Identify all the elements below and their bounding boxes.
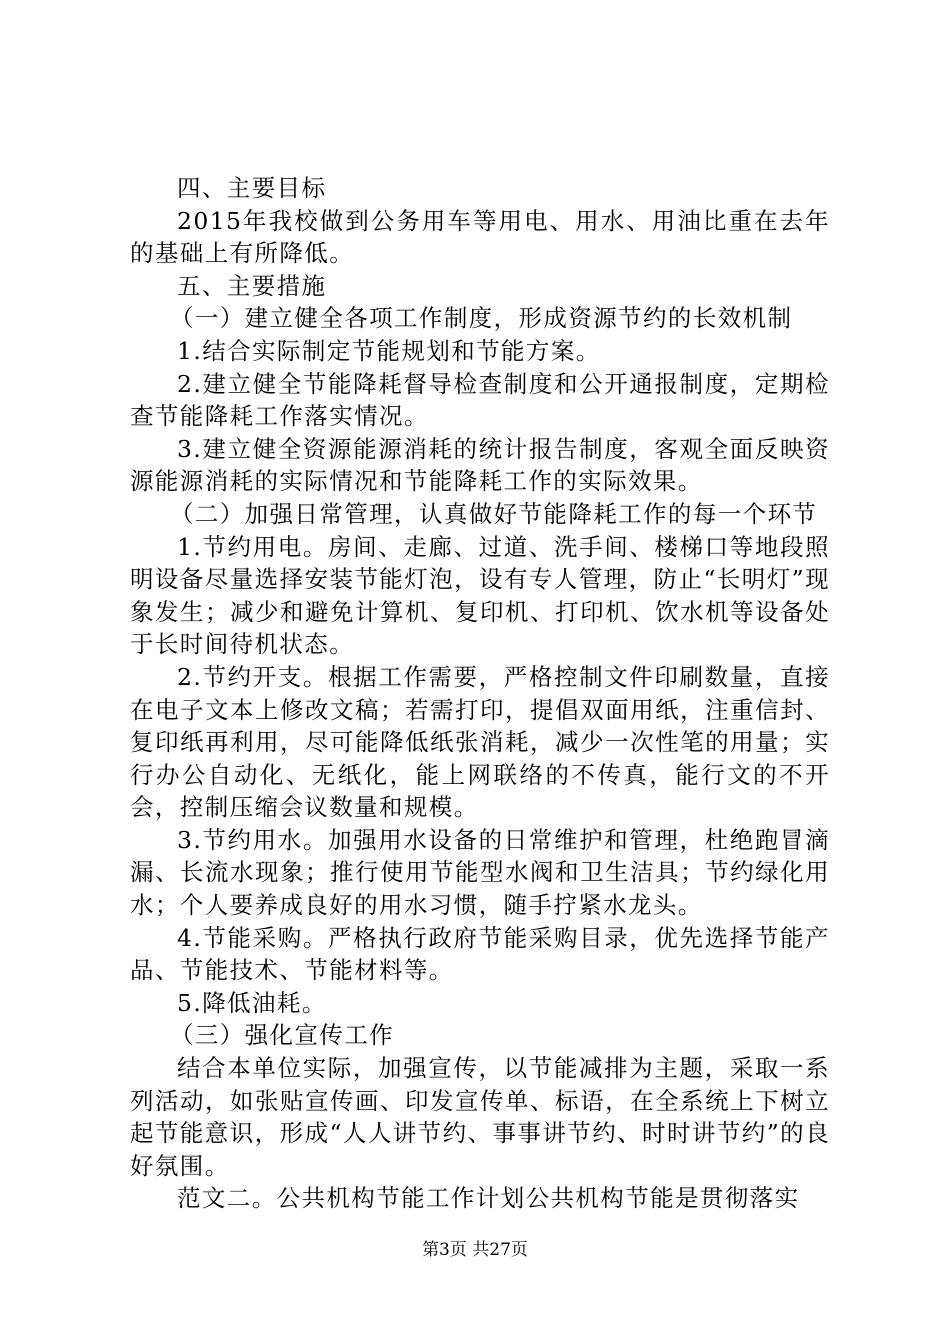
paragraph-publicity-text: 结合本单位实际，加强宣传，以节能减排为主题，采取一系列活动，如张贴宣传画、印发宣传单、标语，在全系统上下树立起节能意识，形成“人人讲节约、事事讲节约、时时讲节约”的良好氛围。 xyxy=(130,1054,830,1180)
heading-main-measures: 五、主要措施 xyxy=(177,271,327,300)
list-item: 3.节约用水。加强用水设备的日常维护和管理，杜绝跑冒滴漏、长流水现象；推行使用节能型水阀和卫生洁具；节约绿化用水；个人要养成良好的用水习惯，随手拧紧水龙头。 xyxy=(130,825,830,920)
list-item: 5.降低油耗。 xyxy=(177,988,327,1017)
list-item: 2.建立健全节能降耗督导检查制度和公开通报制度，定期检查节能降耗工作落实情况。 xyxy=(130,369,830,431)
list-item: 1.结合实际制定节能规划和节能方案。 xyxy=(177,336,601,365)
page-number-footer: 第3页 共27页 xyxy=(422,1240,528,1260)
document-body xyxy=(130,172,830,1215)
paragraph-goal-text: 2015年我校做到公务用车等用电、用水、用油比重在去年的基础上有所降低。 xyxy=(130,206,830,268)
paragraph-sample-two: 范文二。公共机构节能工作计划公共机构节能是贯彻落实 xyxy=(177,1184,800,1213)
list-item: 1.节约用电。房间、走廊、过道、洗手间、楼梯口等地段照明设备尽量选择安装节能灯泡，设有专人管理，防止“长明灯”现象发生；减少和避免计算机、复印机、打印机、饮水机等设备处于长时间待机状态。 xyxy=(130,532,830,659)
list-item: 4.节能采购。严格执行政府节能采购目录，优先选择节能产品、节能技术、节能材料等。 xyxy=(130,923,830,985)
list-item: 3.建立健全资源能源消耗的统计报告制度，客观全面反映资源能源消耗的实际情况和节能降耗工作的实际效果。 xyxy=(130,434,830,496)
heading-main-goals: 四、主要目标 xyxy=(177,174,327,202)
subheading-systems: （一）建立健全各项工作制度，形成资源节约的长效机制 xyxy=(169,304,793,333)
subheading-publicity: （三）强化宣传工作 xyxy=(169,1021,395,1050)
list-item: 2.节约开支。根据工作需要，严格控制文件印刷数量，直接在电子文本上修改文稿；若需打印，提倡双面用纸，注重信封、复印纸再利用，尽可能降低纸张消耗，减少一次性笔的用量；实行办公自动化、无纸化，能上网联络的不传真，能行文的不开会，控制压缩会议数量和规模。 xyxy=(130,662,830,822)
subheading-daily-management: （二）加强日常管理，认真做好节能降耗工作的每一个环节 xyxy=(169,499,818,528)
